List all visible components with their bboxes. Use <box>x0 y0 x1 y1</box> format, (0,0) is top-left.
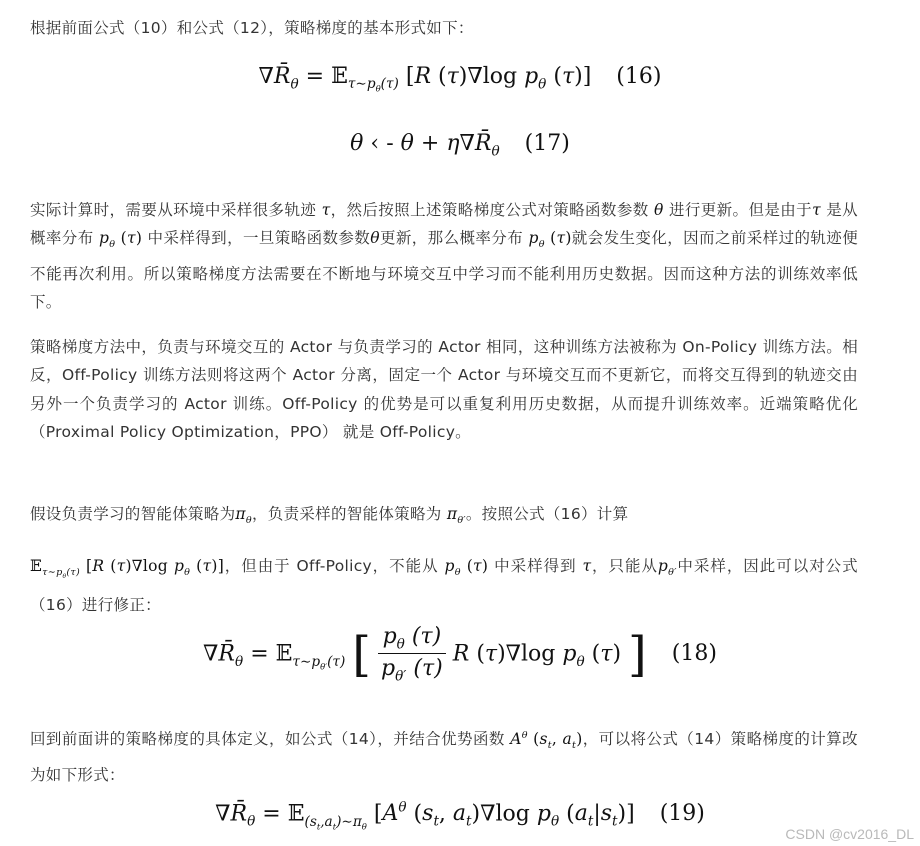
equation-17: θ ‹ - $\theta + \eta\nabla R̄_\theta$ (17) <box>350 131 570 160</box>
paragraph-off-policy: 策略梯度方法中，负责与环境交互的 Actor 与负责学习的 Actor 相同，这种训练方法被称为 On-Policy 训练方法。相反，Off-Policy 训练方法则将这两个 Actor 分离，固定一个 Actor 与环境交互而不更新它，而将交互得到的轨迹交由另外一个负责学习的 Actor 训练。Off-Policy 的优势是可以重复利用历史数据，从而提升训练效率。近端策略优化（Proximal Policy Optimization，PPO） 就是 Off-Policy。 <box>30 338 858 442</box>
equation-19-number: (19) <box>659 801 705 827</box>
text-segment: 更新，那么概率分布 <box>379 229 529 248</box>
text-segment: 就会发生变化，因而之前采样过的轨迹便不能再次利用。所以策略梯度方法需要在不断地与环境交互中学习而不能利用历史数据。因而这种方法的训练效率低下。 <box>30 229 858 312</box>
importance-ratio: $\frac{p_\theta (\tau)}{p_{\theta'} (\tau)}$ <box>378 624 446 685</box>
equation-16: $\nabla R̄_\theta$ = 𝔼$_{\tau\sim p_\theta(\tau)}$ [R (τ)∇log $p_\theta$ (τ)] (16) <box>258 64 662 95</box>
text-segment: 进行更新。但是由于 <box>663 201 813 219</box>
text-segment: 是从概率分布 <box>30 201 858 248</box>
text-segment: 。按照公式（16）计算 <box>465 505 629 523</box>
paragraph-on-policy-limit: 实际计算时，需要从环境中采样很多轨迹 τ，然后按照上述策略梯度公式对策略函数参数 θ 进行更新。但是由于τ 是从概率分布 $p_\theta$ (τ) 中采样得到，一旦策略函数参数θ更新，那么概率分布 $p_\theta$ (τ)就会发生变化，因而之前采样过的轨迹便不能再次利用。所以策略梯度方法需要在不断地与环境交互中学习而不能利用历史数据。因而这种方法的训练效率低下。 <box>30 201 858 312</box>
text-segment: ，但由于 Off-Policy，不能从 <box>224 557 445 575</box>
equation-18-number: (18) <box>671 641 717 667</box>
equation-16-number: (16) <box>616 64 662 89</box>
equation-18: $\nabla R̄_\theta$ = 𝔼$_{\tau\sim p_{\theta'}(\tau)}$ [ $\frac{p_\theta (\tau)}{p_{\theta'} (\tau)}$ R (τ)∇log $p_\theta$ (τ) ] (18) <box>203 624 717 685</box>
text-segment: 实际计算时，需要从环境中采样很多轨迹 <box>30 201 322 219</box>
equation-19: $\nabla R̄_\theta$ = 𝔼$_{(s_t,a_t)\sim\pi_\theta}$ [$A^\theta$ ($s_t$, $a_t)\nabla\log$ $p_\theta$ $(a_t|s_t)$] (19) <box>215 800 705 832</box>
paragraph-intro: 根据前面公式（10）和公式（12），策略梯度的基本形式如下： <box>30 19 474 37</box>
text-segment: 假设负责学习的智能体策略为 <box>30 505 236 523</box>
text-segment: 中采样得到，一旦策略函数参数 <box>142 229 371 248</box>
text-segment: ，负责采样的智能体策略为 <box>251 505 447 523</box>
paragraph-policies: 假设负责学习的智能体策略为$\pi_\theta$，负责采样的智能体策略为 $\pi_{\theta'}$。按照公式（16）计算 <box>30 505 629 527</box>
paragraph-correction: 𝔼$_{\tau\sim p_\theta(\tau)}$ [R (τ)∇log $p_\theta$ (τ)]，但由于 Off-Policy，不能从 $p_\theta$ (τ) 中采样得到 τ，只能从$p_{\theta'}$中采样，因此可以对公式（16）进行修正： <box>30 557 858 615</box>
equation-17-number: (17) <box>524 131 570 156</box>
text-segment: 中采样，因此可以对公式（16）进行修正： <box>30 557 858 615</box>
text-segment: ，然后按照上述策略梯度公式对策略函数参数 <box>330 201 654 219</box>
text-segment: ，只能从 <box>591 557 658 575</box>
text-segment: 回到前面讲的策略梯度的具体定义，如公式（14），并结合优势函数 <box>30 730 511 749</box>
text-segment: 中采样得到 <box>488 557 583 575</box>
paragraph-advantage: 回到前面讲的策略梯度的具体定义，如公式（14），并结合优势函数 $A^\theta$ ($s_t$, $a_t$)，可以将公式（14）策略梯度的计算改为如下形式： <box>30 730 858 784</box>
watermark: CSDN @cv2016_DL <box>785 826 914 842</box>
text-segment: ，可以将公式（14）策略梯度的计算改为如下形式： <box>30 730 858 784</box>
